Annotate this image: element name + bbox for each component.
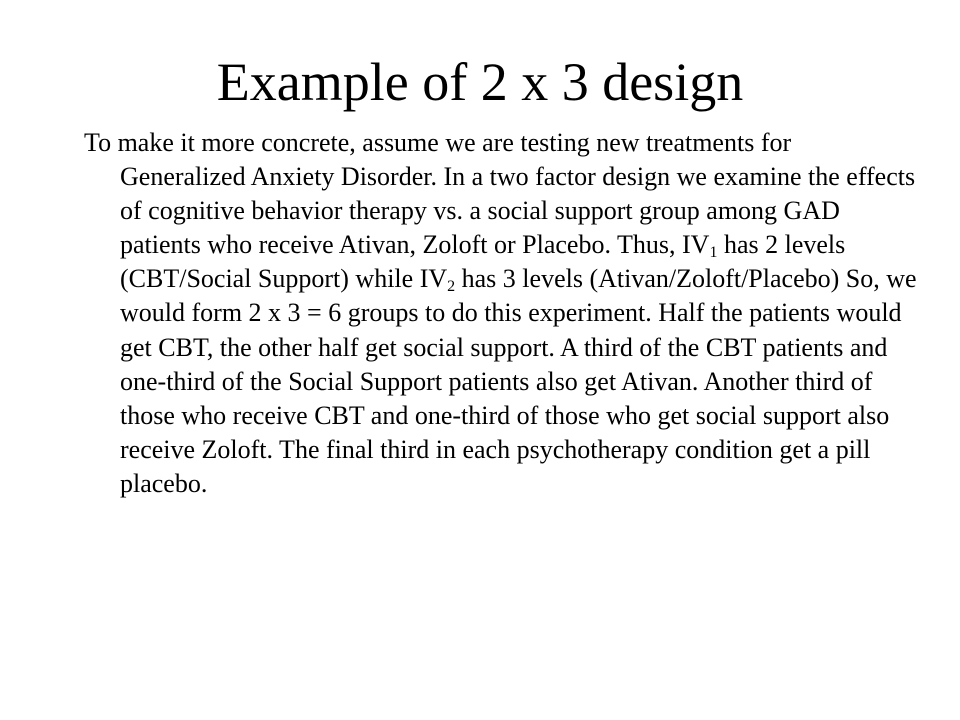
iv1-subscript: 1 xyxy=(709,244,718,262)
body-text-part-3: has 3 levels (Ativan/Zoloft/Placebo) So, we would form 2 x 3 = 6 groups to do this experiment. Half the patients would get CBT, the other half get social support. A third of the CBT patients and one-third of the Social Support patients also get Ativan. Another third of those who receive CBT and one-third of those who get social support also receive Zoloft. The final third in each psychotherapy condition get a pill placebo. xyxy=(120,264,917,498)
slide-title: Example of 2 x 3 design xyxy=(216,52,744,112)
body-text-part-1: To make it more concrete, assume we are testing new treatments for Generalized Anxiety Disorder. In a two factor design we examine the effects of cognitive behavior therapy vs. a social support group among GAD patients who receive Ativan, Zoloft or Placebo. Thus, IV xyxy=(84,128,916,260)
iv2-subscript: 2 xyxy=(447,278,456,296)
body-text-part-2: has 2 levels (CBT/Social Support) while IV xyxy=(120,230,846,294)
slide-body-paragraph xyxy=(84,126,920,501)
